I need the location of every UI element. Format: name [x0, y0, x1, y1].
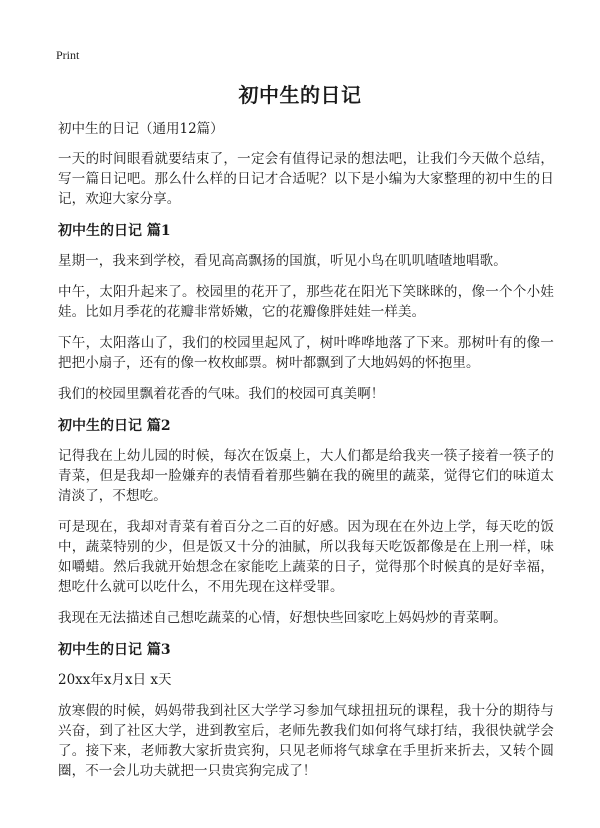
page-title: 初中生的日记 — [238, 83, 362, 107]
section-1-paragraph: 星期一，我来到学校，看见高高飘扬的国旗，听见小鸟在叽叽喳喳地唱歌。 — [58, 253, 507, 269]
section-2-paragraph: 可是现在，我却对青菜有着百分之二百的好感。因为现在在外边上学，每天吃的饭中，蔬菜特别的少，但是饭又十分的油腻，所以我每天吃饭都像是在上刑一样，味如嚼蜡。然后我就开始想念在家能吃上蔬菜的日子，觉得那个时候真的是好幸福，想吃什么就可以吃什么，不用先现在这样受罪。 — [58, 519, 554, 595]
section-2-paragraph: 我现在无法描述自己想吃蔬菜的心情，好想快些回家吃上妈妈炒的青菜啊。 — [58, 610, 507, 626]
article-body — [58, 118, 554, 792]
section-1-paragraph: 下午，太阳落山了，我们的校园里起风了，树叶哗哗地落了下来。那树叶有的像一把把小扇子，还有的像一枚枚邮票。树叶都飘到了大地妈妈的怀抱里。 — [58, 335, 554, 371]
section-2-paragraph: 记得我在上幼儿园的时候，每次在饭桌上，大人们都是给我夹一筷子接着一筷子的青菜，但是我却一脸嫌弃的表情看着那些躺在我的碗里的蔬菜，觉得它们的味道太清淡了，不想吃。 — [58, 448, 554, 504]
section-1-paragraph: 我们的校园里飘着花香的气味。我们的校园可真美啊！ — [58, 386, 385, 402]
section-heading-2: 初中生的日记 篇2 — [58, 418, 171, 434]
section-heading-3: 初中生的日记 篇3 — [58, 642, 171, 658]
section-3-dateline: 20xx年x月x日 x天 — [58, 672, 172, 688]
article-subtitle: 初中生的日记（通用12篇） — [58, 121, 224, 137]
section-3-paragraph: 放寒假的时候，妈妈带我到社区大学学习参加气球扭扭玩的课程，我十分的期待与兴奋，到了社区大学，进到教室后，老师先教我们如何将气球打结，我很快就学会了。接下来，老师教大家折贵宾狗，只见老师将气球拿在手里折来折去，又转个圆圈，不一会儿功夫就把一只贵宾狗完成了！ — [58, 703, 554, 779]
section-heading-1: 初中生的日记 篇1 — [58, 223, 171, 239]
intro-paragraph: 一天的时间眼看就要结束了，一定会有值得记录的想法吧，让我们今天做个总结，写一篇日记吧。那么什么样的日记才合适呢？以下是小编为大家整理的初中生的日记，欢迎大家分享。 — [58, 151, 554, 207]
section-1-paragraph: 中午，太阳升起来了。校园里的花开了，那些花在阳光下笑眯眯的，像一个个小娃娃。比如月季花的花瓣非常娇嫩，它的花瓣像胖娃娃一样美。 — [58, 284, 554, 320]
print-link[interactable]: Print — [56, 48, 80, 62]
